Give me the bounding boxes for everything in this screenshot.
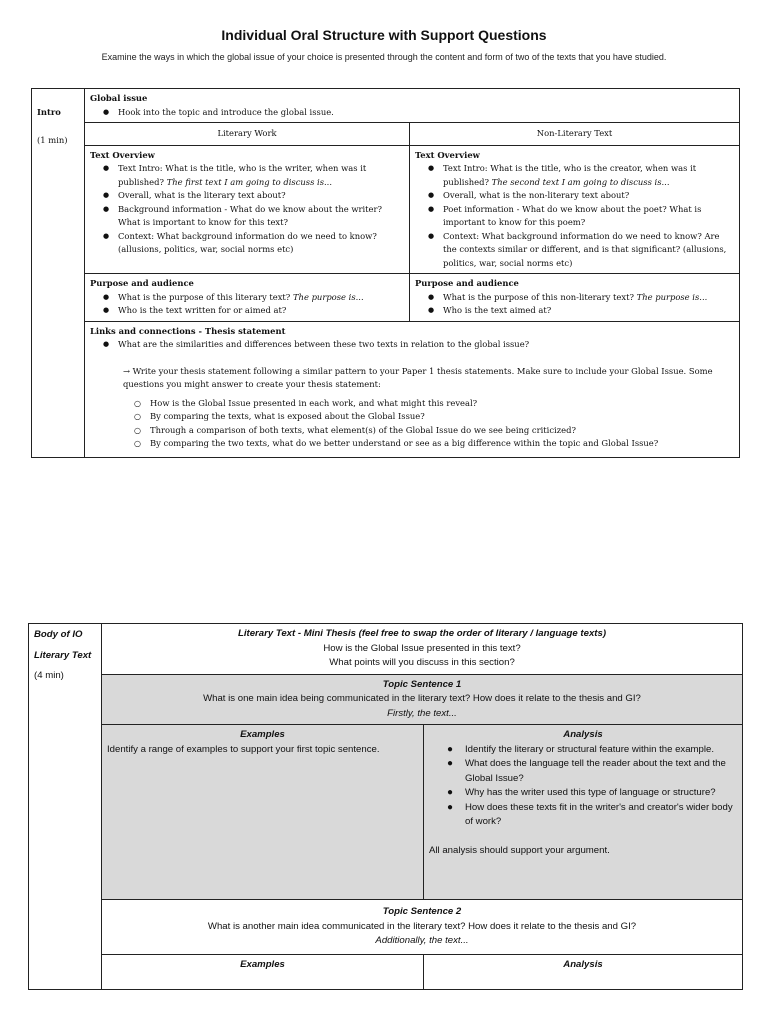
analysis-note: All analysis should support your argument. [429, 844, 610, 856]
thesis-note [90, 365, 734, 392]
links-list [90, 338, 734, 352]
topic-sentence-1-cell [102, 674, 743, 725]
overview-literary-cell [85, 145, 410, 274]
list-item: ● Why has the writer used this type of language or structure? [465, 786, 737, 801]
overview-heading: Text Overview [90, 149, 155, 160]
examples-text: Identify a range of examples to support your first topic sentence. [107, 743, 380, 755]
analysis-cell [424, 725, 743, 900]
list-item: ○ Through a comparison of both texts, what element(s) of the Global Issue do we see being criticized? [150, 424, 734, 438]
purpose-list [415, 291, 734, 318]
intro-table [31, 88, 740, 458]
links-heading: Links and connections - Thesis statement [90, 325, 286, 336]
list-item: ● Context: What background information do we need to know? (allusions, politics, war, social norms etc) [118, 230, 404, 257]
overview-heading: Text Overview [415, 149, 480, 160]
list-item: ● What are the similarities and differences between these two texts in relation to the global issue? [118, 338, 734, 352]
examples-heading: Examples [240, 729, 285, 740]
list-item: ● Overall, what is the literary text about? [118, 189, 404, 203]
mini-thesis-cell [102, 624, 743, 675]
list-item [443, 162, 734, 189]
links-cell [85, 321, 740, 457]
overview-list [90, 162, 404, 257]
item-italic-text: The purpose is... [636, 291, 708, 302]
purpose-non-literary-cell [410, 274, 740, 322]
intro-time: (1 min) [37, 134, 68, 145]
item-italic-text: The purpose is... [292, 291, 364, 302]
intro-label: Intro [37, 107, 61, 117]
topic-sentence-2-starter: Additionally, the text... [375, 935, 469, 946]
list-item: ○ How is the Global Issue presented in each work, and what might this reveal? [150, 397, 734, 411]
list-item [118, 291, 404, 305]
column-header-literary: Literary Work [85, 123, 410, 146]
analysis-2-heading: Analysis [563, 958, 603, 970]
global-issue-heading: Global issue [90, 93, 148, 103]
topic-sentence-1-question: What is one main idea being communicated in the literary text? How does it relate to the thesis and GI? [203, 693, 641, 704]
list-item: ○ By comparing the texts, what is exposed about the Global Issue? [150, 410, 734, 424]
mini-thesis-line: What points will you discuss in this section? [329, 657, 515, 668]
overview-list [415, 162, 734, 270]
examples-2-cell [102, 954, 424, 989]
document-subtitle: Examine the ways in which the global issue of your choice is presented through the content and form of two of the texts that you have studied. [101, 52, 667, 62]
mini-thesis-heading: Literary Text - Mini Thesis (feel free to swap the order of literary / language texts) [237, 628, 607, 639]
list-item: ○ By comparing the two texts, what do we better understand or see as a big difference within the topic and Global Issue? [150, 437, 734, 451]
body-time: (4 min) [34, 670, 64, 681]
purpose-list [90, 291, 404, 318]
list-item: ● What does the language tell the reader about the text and the Global Issue? [465, 757, 737, 786]
list-item: ● Overall, what is the non-literary text about? [443, 189, 734, 203]
topic-sentence-1-heading: Topic Sentence 1 [382, 678, 462, 690]
purpose-literary-cell [85, 274, 410, 322]
topic-sentence-2-cell [102, 900, 743, 955]
global-issue-cell [85, 89, 740, 123]
item-text: What is the purpose of this non-literary text? [443, 291, 637, 302]
list-item: ● Poet information - What do we know about the poet? What is important to know for this poem? [443, 203, 734, 230]
examples-cell [102, 725, 424, 900]
list-item: ● Who is the text written for or aimed at? [118, 304, 404, 318]
item-italic-text: The first text I am going to discuss is... [166, 176, 333, 187]
item-text: Text Intro: What is the title, who is the writer, when was it published? [118, 163, 367, 187]
global-issue-list [90, 106, 734, 120]
document-title: Individual Oral Structure with Support Questions [221, 27, 547, 43]
mini-thesis-line: How is the Global Issue presented in this text? [323, 642, 521, 654]
intro-side-cell [32, 89, 85, 458]
list-item [443, 291, 734, 305]
body-sublabel: Literary Text [34, 649, 92, 661]
purpose-heading: Purpose and audience [90, 278, 194, 288]
column-header-non-literary: Non-Literary Text [410, 123, 740, 146]
item-italic-text: The second text I am going to discuss is... [491, 176, 670, 187]
topic-sentence-1-starter: Firstly, the text... [387, 707, 457, 719]
analysis-list [429, 743, 737, 830]
overview-non-literary-cell [410, 145, 740, 274]
body-label: Body of IO [34, 629, 83, 640]
list-item: ● Identify the literary or structural feature within the example. [465, 743, 737, 758]
item-text: Text Intro: What is the title, who is the creator, when was it published? [443, 163, 697, 187]
thesis-questions-list [90, 397, 734, 451]
list-item: ● Context: What background information do we need to know? Are the contexts similar or different, and is that significant? (allusions, politics, war, social norms etc) [443, 230, 734, 271]
list-item: ● Hook into the topic and introduce the global issue. [118, 106, 734, 120]
list-item: ● How does these texts fit in the writer's and creator's wider body of work? [465, 801, 737, 830]
analysis-heading: Analysis [563, 729, 603, 740]
analysis-2-cell [424, 954, 743, 989]
list-item: ● Background information - What do we know about the writer? What is important to know for this text? [118, 203, 404, 230]
body-table [28, 623, 743, 990]
topic-sentence-2-question: What is another main idea communicated in the literary text? How does it relate to the thesis and GI? [207, 920, 637, 932]
body-side-cell [29, 624, 102, 990]
topic-sentence-2-heading: Topic Sentence 2 [382, 906, 462, 917]
purpose-heading: Purpose and audience [415, 278, 519, 288]
list-item: ● Who is the text aimed at? [443, 304, 734, 318]
item-text: What is the purpose of this literary text? [118, 291, 293, 302]
thesis-note-text: → Write your thesis statement following a similar pattern to your Paper 1 thesis statements. Make sure to include your Global Issue. Some questions you might answer to create your thesis statement: [123, 365, 713, 389]
examples-2-heading: Examples [240, 958, 285, 970]
list-item [118, 162, 404, 189]
